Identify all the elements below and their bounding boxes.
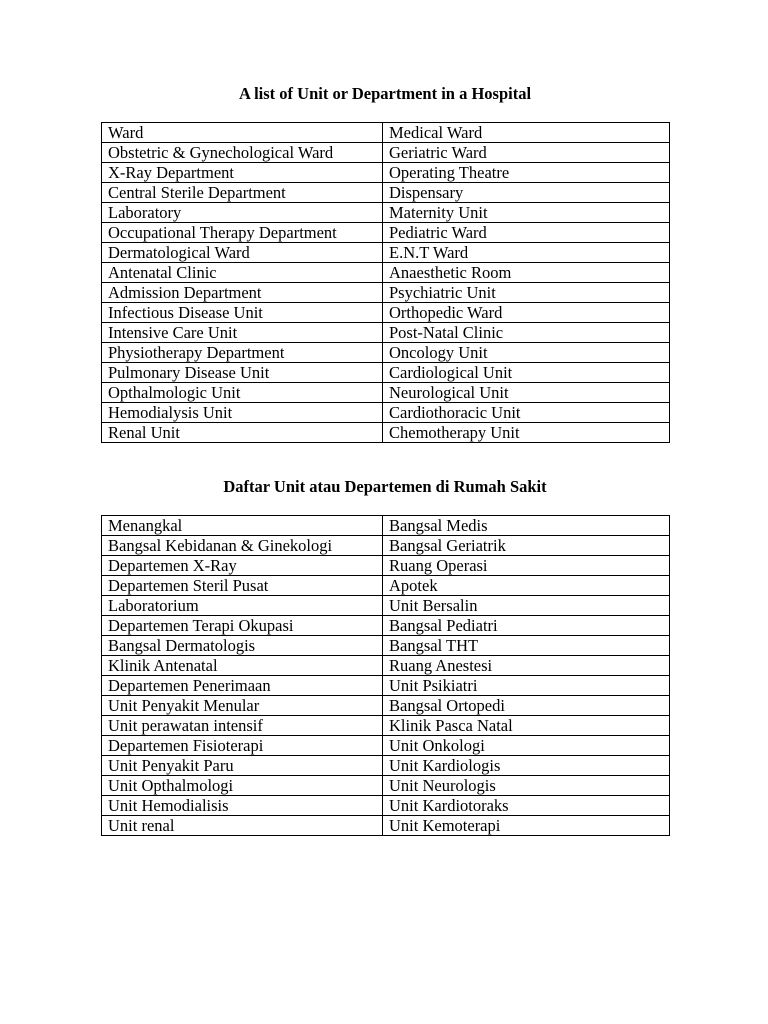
unit-name-cell-right: Pediatric Ward: [383, 223, 670, 243]
table-row: [102, 283, 670, 303]
table-row: [102, 596, 670, 616]
unit-name-cell-left: Departemen Steril Pusat: [102, 576, 383, 596]
indonesian-table-body: [102, 516, 670, 836]
unit-name-cell-right: Apotek: [383, 576, 670, 596]
unit-name-cell-right: Neurological Unit: [383, 383, 670, 403]
unit-name-cell-left: X-Ray Department: [102, 163, 383, 183]
table-row: [102, 516, 670, 536]
unit-name-cell-right: E.N.T Ward: [383, 243, 670, 263]
unit-name-cell-left: Bangsal Kebidanan & Ginekologi: [102, 536, 383, 556]
unit-name-cell-left: Unit Penyakit Menular: [102, 696, 383, 716]
english-section: [101, 84, 669, 443]
table-row: [102, 183, 670, 203]
table-row: [102, 556, 670, 576]
table-row: [102, 423, 670, 443]
table-row: [102, 303, 670, 323]
unit-name-cell-right: Maternity Unit: [383, 203, 670, 223]
unit-name-cell-right: Bangsal THT: [383, 636, 670, 656]
unit-name-cell-left: Departemen Terapi Okupasi: [102, 616, 383, 636]
table-row: [102, 676, 670, 696]
unit-name-cell-left: Renal Unit: [102, 423, 383, 443]
unit-name-cell-right: Geriatric Ward: [383, 143, 670, 163]
unit-name-cell-right: Unit Bersalin: [383, 596, 670, 616]
table-row: [102, 363, 670, 383]
unit-name-cell-right: Ruang Anestesi: [383, 656, 670, 676]
unit-name-cell-left: Dermatological Ward: [102, 243, 383, 263]
table-row: [102, 223, 670, 243]
unit-name-cell-left: Klinik Antenatal: [102, 656, 383, 676]
unit-name-cell-left: Laboratory: [102, 203, 383, 223]
unit-name-cell-left: Intensive Care Unit: [102, 323, 383, 343]
unit-name-cell-left: Pulmonary Disease Unit: [102, 363, 383, 383]
table-row: [102, 383, 670, 403]
unit-name-cell-left: Unit Hemodialisis: [102, 796, 383, 816]
unit-name-cell-left: Ward: [102, 123, 383, 143]
table-row: [102, 616, 670, 636]
unit-name-cell-right: Klinik Pasca Natal: [383, 716, 670, 736]
english-unit-table: [101, 122, 670, 443]
unit-name-cell-right: Oncology Unit: [383, 343, 670, 363]
unit-name-cell-left: Central Sterile Department: [102, 183, 383, 203]
unit-name-cell-left: Laboratorium: [102, 596, 383, 616]
unit-name-cell-right: Medical Ward: [383, 123, 670, 143]
table-row: [102, 776, 670, 796]
unit-name-cell-left: Occupational Therapy Department: [102, 223, 383, 243]
unit-name-cell-right: Cardiothoracic Unit: [383, 403, 670, 423]
unit-name-cell-right: Unit Kemoterapi: [383, 816, 670, 836]
english-table-body: [102, 123, 670, 443]
unit-name-cell-right: Psychiatric Unit: [383, 283, 670, 303]
unit-name-cell-left: Menangkal: [102, 516, 383, 536]
unit-name-cell-right: Unit Kardiotoraks: [383, 796, 670, 816]
unit-name-cell-left: Unit Opthalmologi: [102, 776, 383, 796]
unit-name-cell-right: Unit Kardiologis: [383, 756, 670, 776]
indonesian-unit-table: [101, 515, 670, 836]
unit-name-cell-left: Antenatal Clinic: [102, 263, 383, 283]
unit-name-cell-left: Unit renal: [102, 816, 383, 836]
unit-name-cell-right: Bangsal Geriatrik: [383, 536, 670, 556]
unit-name-cell-right: Bangsal Medis: [383, 516, 670, 536]
unit-name-cell-right: Cardiological Unit: [383, 363, 670, 383]
english-table-title: A list of Unit or Department in a Hospital: [238, 84, 532, 103]
unit-name-cell-right: Dispensary: [383, 183, 670, 203]
unit-name-cell-left: Departemen Fisioterapi: [102, 736, 383, 756]
unit-name-cell-right: Anaesthetic Room: [383, 263, 670, 283]
table-row: [102, 203, 670, 223]
table-row: [102, 716, 670, 736]
unit-name-cell-right: Post-Natal Clinic: [383, 323, 670, 343]
unit-name-cell-left: Infectious Disease Unit: [102, 303, 383, 323]
unit-name-cell-right: Bangsal Ortopedi: [383, 696, 670, 716]
table-row: [102, 343, 670, 363]
indonesian-section: [101, 477, 669, 836]
unit-name-cell-left: Hemodialysis Unit: [102, 403, 383, 423]
table-row: [102, 143, 670, 163]
unit-name-cell-right: Chemotherapy Unit: [383, 423, 670, 443]
unit-name-cell-left: Obstetric & Gynechological Ward: [102, 143, 383, 163]
table-row: [102, 736, 670, 756]
table-row: [102, 263, 670, 283]
indonesian-table-title: Daftar Unit atau Departemen di Rumah Sakit: [223, 477, 547, 496]
unit-name-cell-left: Physiotherapy Department: [102, 343, 383, 363]
unit-name-cell-left: Opthalmologic Unit: [102, 383, 383, 403]
table-row: [102, 816, 670, 836]
unit-name-cell-left: Departemen X-Ray: [102, 556, 383, 576]
unit-name-cell-right: Operating Theatre: [383, 163, 670, 183]
unit-name-cell-right: Unit Psikiatri: [383, 676, 670, 696]
unit-name-cell-right: Unit Onkologi: [383, 736, 670, 756]
unit-name-cell-right: Bangsal Pediatri: [383, 616, 670, 636]
table-row: [102, 636, 670, 656]
unit-name-cell-left: Bangsal Dermatologis: [102, 636, 383, 656]
unit-name-cell-left: Unit perawatan intensif: [102, 716, 383, 736]
table-row: [102, 123, 670, 143]
table-row: [102, 576, 670, 596]
table-row: [102, 796, 670, 816]
unit-name-cell-right: Unit Neurologis: [383, 776, 670, 796]
unit-name-cell-right: Orthopedic Ward: [383, 303, 670, 323]
table-row: [102, 403, 670, 423]
table-row: [102, 696, 670, 716]
table-row: [102, 323, 670, 343]
unit-name-cell-left: Admission Department: [102, 283, 383, 303]
table-row: [102, 536, 670, 556]
unit-name-cell-right: Ruang Operasi: [383, 556, 670, 576]
table-row: [102, 163, 670, 183]
table-row: [102, 756, 670, 776]
table-row: [102, 656, 670, 676]
unit-name-cell-left: Departemen Penerimaan: [102, 676, 383, 696]
unit-name-cell-left: Unit Penyakit Paru: [102, 756, 383, 776]
table-row: [102, 243, 670, 263]
